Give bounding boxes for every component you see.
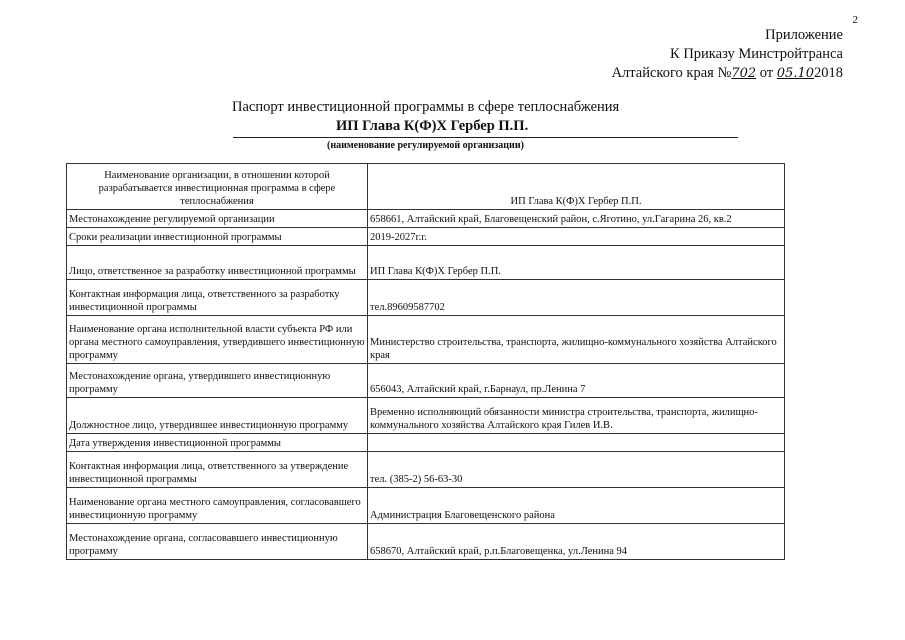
table-row: [67, 452, 785, 488]
row-value: тел.89609587702: [368, 280, 785, 316]
table-row: [67, 210, 785, 228]
row-value: Министерство строительства, транспорта, жилищно-коммунального хозяйства Алтайского края: [368, 316, 785, 364]
row-value: 2019-2027г.г.: [368, 228, 785, 246]
row-label: Наименование органа исполнительной власти субъекта РФ или органа местного самоуправления, утвердившего инвестиционную программу: [67, 316, 368, 364]
organization-caption: (наименование регулируемой организации): [327, 140, 524, 151]
appendix-order-line: [612, 64, 843, 83]
table-row: [67, 246, 785, 280]
appendix-title: Приложение: [765, 27, 843, 43]
table-row: [67, 228, 785, 246]
organization-name: ИП Глава К(Ф)Х Гербер П.П.: [336, 118, 529, 134]
row-label: Местонахождение органа, утвердившего инвестиционную программу: [67, 364, 368, 398]
order-date: 05.10: [776, 66, 814, 81]
row-label: Дата утверждения инвестиционной программы: [67, 434, 368, 452]
row-value: тел. (385-2) 56-63-30: [368, 452, 785, 488]
table-row: [67, 488, 785, 524]
row-label: Лицо, ответственное за разработку инвестиционной программы: [67, 246, 368, 280]
row-value: 658661, Алтайский край, Благовещенский район, с.Яготино, ул.Гагарина 26, кв.2: [368, 210, 785, 228]
appendix-region: Алтайского края №: [611, 65, 732, 81]
table-row: [67, 364, 785, 398]
appendix-order-ref: К Приказу Минстройтранса: [670, 46, 843, 62]
row-label: Наименование органа местного самоуправления, согласовавшего инвестиционную программу: [67, 488, 368, 524]
table-row: [67, 316, 785, 364]
appendix-header: [612, 26, 843, 83]
table-row: [67, 164, 785, 210]
row-value: [368, 434, 785, 452]
row-value: ИП Глава К(Ф)Х Гербер П.П.: [368, 246, 785, 280]
table-row: [67, 280, 785, 316]
row-value: ИП Глава К(Ф)Х Гербер П.П.: [368, 164, 785, 210]
appendix-date-prep: от: [756, 65, 777, 81]
row-value: Временно исполняющий обязанности министра строительства, транспорта, жилищно-коммунального хозяйства Алтайского края Гилев И.В.: [368, 398, 785, 434]
row-label: Сроки реализации инвестиционной программы: [67, 228, 368, 246]
page-number: 2: [852, 14, 858, 26]
order-number: 702: [731, 66, 757, 81]
row-value: 658670, Алтайский край, р.п.Благовещенка, ул.Ленина 94: [368, 524, 785, 560]
underline-divider: [233, 137, 738, 138]
row-value: 656043, Алтайский край, г.Барнаул, пр.Ленина 7: [368, 364, 785, 398]
row-label: Должностное лицо, утвердившее инвестиционную программу: [67, 398, 368, 434]
row-label: Местонахождение органа, согласовавшего инвестиционную программу: [67, 524, 368, 560]
row-value: Администрация Благовещенского района: [368, 488, 785, 524]
order-year: 2018: [814, 65, 843, 81]
row-label: Контактная информация лица, ответственного за разработку инвестиционной программы: [67, 280, 368, 316]
table-row: [67, 398, 785, 434]
table-row: [67, 524, 785, 560]
passport-table: [66, 163, 785, 560]
row-label: Наименование организации, в отношении которой разрабатывается инвестиционная программа в сфере теплоснабжения: [67, 164, 368, 210]
row-label: Местонахождение регулируемой организации: [67, 210, 368, 228]
table-row: [67, 434, 785, 452]
document-title: Паспорт инвестиционной программы в сфере теплоснабжения: [232, 99, 620, 115]
row-label: Контактная информация лица, ответственного за утверждение инвестиционной программы: [67, 452, 368, 488]
